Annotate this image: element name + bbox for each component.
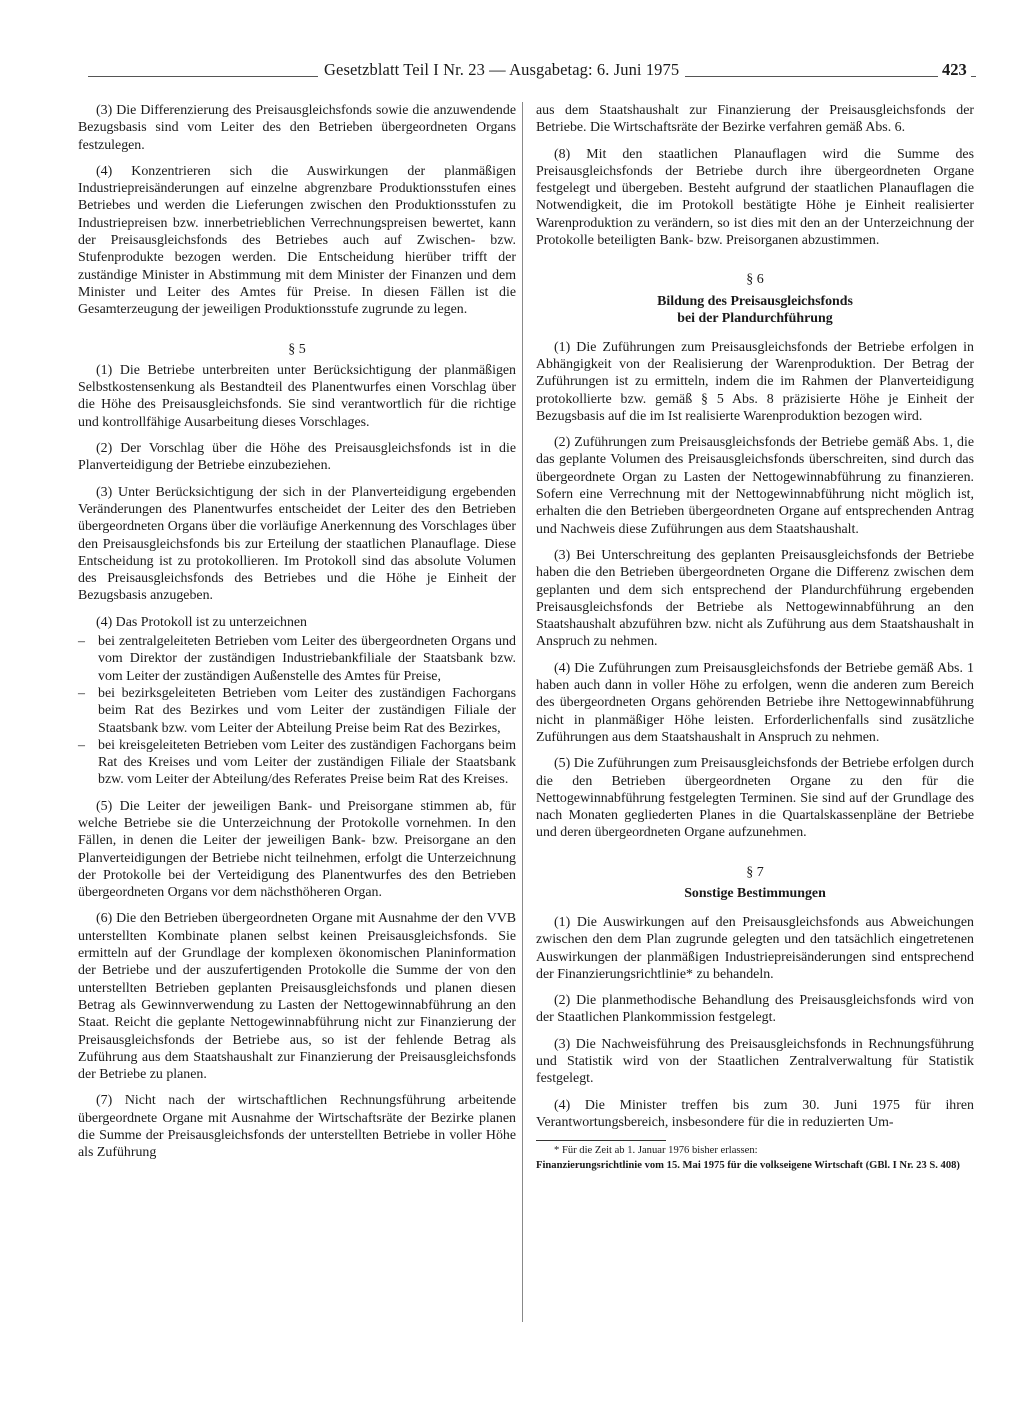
section-6-title [536,293,974,327]
signature-list [78,633,516,789]
paragraph-5-3: (3) Unter Berücksichtigung der sich in der Planverteidigung ergebenden Veränderungen des Planentwurfes entscheidet der Leiter des den Betrieben übergeordneten Organs über die vorläufige Anerkennung des Vorschlages über den Preisausgleichsfonds bis zur Erteilung der staatlichen Planauflage. Diese Entscheidung ist zu protokollieren. Im Protokoll sind das absolute Volumen des Preisausgleichsfonds des Betriebes und die Höhe je Einheit der Bezugsbasis anzugeben. [78,484,516,604]
paragraph-5-8: (8) Mit den staatlichen Planauflagen wird die Summe des Preisausgleichsfonds der Betriebe durch ihre übergeordneten Organe festgelegt und übergeben. Besteht aufgrund der staatlichen Planauflagen die Notwendigkeit, die im Protokoll bestätigte Höhe je Einheit realisierter Warenproduktion zu verändern, so ist dies mit den an der Unterzeichnung der Protokolle beteiligten Bank- bzw. Preisorganen abzustimmen. [536,146,974,249]
left-column [78,102,516,1171]
section-6-title-line-2: bei der Plandurchführung [677,310,833,326]
section-7-title: Sonstige Bestimmungen [684,885,826,901]
list-item: – bei kreisgeleiteten Betrieben vom Leiter des zuständigen Fachorgans beim Rat des Kreises und vom Leiter der zuständigen Filiale der Staatsbank bzw. vom Leiter der Abteilung/des Referates Preise beim Rat des Kreises. [78,737,516,789]
section-7-heading: § 7 [746,864,764,880]
paragraph-5-7-continued: aus dem Staatshaushalt zur Finanzierung der Preisausgleichsfonds der Betriebe. Die Wirtschaftsräte der Bezirke verfahren gemäß Abs. 6. [536,103,974,136]
section-6-heading: § 6 [746,272,764,288]
paragraph-6-4: (4) Die Zuführungen zum Preisausgleichsfonds der Betriebe gemäß Abs. 1 haben auch dann in voller Höhe zu erfolgen, wenn die anderen zum Bereich des übergeordneten Organs gehörenden Betriebe ihre Nettogewinnabführung nicht in planmäßiger Höhe leisten. Erforderlichenfalls sind zusätzliche Zuführungen aus dem Staatshaushalt in Anspruch zu nehmen. [536,660,974,745]
paragraph-5-5: (5) Die Leiter der jeweiligen Bank- und Preisorgane stimmen ab, für welche Betriebe sie die Unterzeichnung der Protokolle vornehmen. In den Fällen, in denen die Leiter der jeweiligen Bank- bzw. Preisorgane an den Planverteidigungen der Betriebe nicht teilnehmen, erfolgt die Unterzeichnung der Protokolle bei der Verteidigung des Planentwurfes des den Betrieben übergeordneten Organs vor dem nächsthöheren Organ. [78,798,516,901]
paragraph-6-3: (3) Bei Unterschreitung des geplanten Preisausgleichsfonds der Betriebe haben die den Betrieben übergeordneten Organe die Differenz zwischen dem geplanten und dem sich entsprechend der Plandurchführung ergebenden Preisausgleichsfonds der Betriebe als Nettogewinnabführung an den Staatshaushalt abzuführen bzw. nicht als Zuführung aus dem Staatshaushalt in Anspruch zu nehmen. [536,547,974,650]
page-number: 423 [938,60,971,80]
paragraph-4-4: (4) Konzentrieren sich die Auswirkungen der planmäßigen Industriepreisänderungen auf einzelne abgrenzbare Produktionsstufen eines Betriebes und werden die Lieferungen zwischen den Produktionsstufen zu Industriepreisen bzw. innerbetrieblichen Verrechnungspreisen bewertet, kann der Preisausgleichsfonds des Betriebes auch auf Zwischen- bzw. Stufenprodukte bezogen werden. Die Entscheidung hierüber trifft der zuständige Minister in Abstimmung mit dem Minister der Finanzen und dem Minister und Leiter des Amtes für Preise. In diesen Fällen ist die Gesamterzeugung der jeweiligen Produktionsstufe zugrunde zu legen. [78,163,516,318]
list-item: – bei zentralgeleiteten Betrieben vom Leiter des übergeordneten Organs und vom Direktor der zuständigen Industriebankfiliale der Staatsbank bzw. vom Leiter der zuständigen Außenstelle des Amtes für Preise, [78,633,516,685]
section-5-heading: § 5 [288,341,306,357]
page-header [0,56,1024,84]
paragraph-4-3: (3) Die Differenzierung des Preisausgleichsfonds sowie die anzuwendende Bezugsbasis sind vom Leiter des den Betrieben übergeordneten Organs festzulegen. [78,103,516,153]
right-column [536,102,974,1174]
paragraph-5-1: (1) Die Betriebe unterbreiten unter Berücksichtigung der planmäßigen Selbstkostensenkung als Bestandteil des Planentwurfes einen Vorschlag über die Höhe des Preisausgleichsfonds. Sie sind verantwortlich für die richtige und kontrollfähige Ausarbeitung dieses Vorschlages. [78,362,516,430]
section-6-title-line-1: Bildung des Preisausgleichsfonds [657,293,853,309]
paragraph-7-4: (4) Die Minister treffen bis zum 30. Juni 1975 für ihren Verantwortungsbereich, insbesondere für die in reduzierten Um- [536,1097,974,1130]
footnote-rule [536,1140,666,1141]
paragraph-5-2: (2) Der Vorschlag über die Höhe des Preisausgleichsfonds ist in die Planverteidigung der Betriebe einzubeziehen. [78,441,516,474]
paragraph-6-5: (5) Die Zuführungen zum Preisausgleichsfonds der Betriebe erfolgen durch die den Betrieben übergeordneten Organe zu den für die Nettogewinnabführung festgelegten Terminen. Sie sind auf der Grundlage des nach Monaten gegliederten Planes in die Quartalskassenpläne der Betriebe und deren übergeordneten Organe aufzunehmen. [536,756,974,841]
list-item: – bei bezirksgeleiteten Betrieben vom Leiter des zuständigen Fachorgans beim Rat des Bezirkes und vom Leiter der zuständigen Filiale der Staatsbank bzw. vom Leiter der Abteilung Preise beim Rat des Bezirkes, [78,685,516,737]
paragraph-6-1: (1) Die Zuführungen zum Preisausgleichsfonds der Betriebe erfolgen in Abhängigkeit von der Realisierung der Warenproduktion. Der Betrag der Zuführungen ist zu ermitteln, indem die im Rahmen der Planverteidigung protokollierte bzw. gemäß § 5 Abs. 8 präzisierte Höhe je Einheit der Bezugsbasis auf die im Ist realisierte Warenproduktion bezogen wird. [536,339,974,424]
column-divider [522,102,523,1322]
paragraph-7-2: (2) Die planmethodische Behandlung des Preisausgleichsfonds wird von der Staatlichen Plankommission festgelegt. [536,993,974,1026]
header-title: Gesetzblatt Teil I Nr. 23 — Ausgabetag: 6. Juni 1975 [318,60,685,80]
paragraph-5-7: (7) Nicht nach der wirtschaftlichen Rechnungsführung arbeitende übergeordnete Organe mit Ausnahme der Wirtschaftsräte der Bezirke planen die Summe der Preisausgleichsfonds der unterstellten Betriebe in voller Höhe als Zuführung [78,1093,516,1161]
footnote-line-2: Finanzierungsrichtlinie vom 15. Mai 1975 für die volkseigene Wirtschaft (GBl. I Nr. 23 S. 408) [536,1159,960,1171]
paragraph-6-2: (2) Zuführungen zum Preisausgleichsfonds der Betriebe gemäß Abs. 1, die das geplante Volumen des Preisausgleichsfonds überschreiten, sind durch das übergeordnete Organ zu Lasten der Nettogewinnabführung zu finanzieren. Sofern eine Verrechnung mit der Nettogewinnabführung nicht möglich ist, erhalten die den Betrieben übergeordneten Organe auf entsprechenden Antrag und Nachweis diese Zuführungen aus dem Staatshaushalt. [536,435,974,537]
paragraph-7-3: (3) Die Nachweisführung des Preisausgleichsfonds in Rechnungsführung und Statistik wird von der Staatlichen Zentralverwaltung für Statistik festgelegt. [536,1036,974,1087]
footnote-line-1: * Für die Zeit ab 1. Januar 1976 bisher erlassen: [554,1145,758,1157]
paragraph-5-4: (4) Das Protokoll ist zu unterzeichnen [96,614,308,630]
paragraph-7-1: (1) Die Auswirkungen auf den Preisausgleichsfonds aus Abweichungen zwischen den dem Plan zugrunde gelegten und den tatsächlich eingetretenen Auswirkungen der planmäßigen Industriepreisänderungen sind entsprechend der Finanzierungsrichtlinie* zu behandeln. [536,914,974,982]
paragraph-5-6: (6) Die den Betrieben übergeordneten Organe mit Ausnahme der den VVB unterstellten Kombinate planen selbst keinen Preisausgleichsfonds. Sie ermitteln auf der Grundlage der komplexen ökonomischen Planinformation der Betriebe und der auszufertigenden Protokolle die Summe der von den unterstellten Betrieben geplanten Preisausgleichsfonds und planen diesen Betrag als Gewinnverwendung zu Lasten der Nettogewinnabführung an den Staat. Reicht die geplante Nettogewinnabführung nicht zur Finanzierung der Preisausgleichsfonds der Betriebe aus, so ist der fehlende Betrag als Zuführung aus dem Staatshaushalt zur Finanzierung der Preisausgleichsfonds der Betriebe zu planen. [78,911,516,1083]
